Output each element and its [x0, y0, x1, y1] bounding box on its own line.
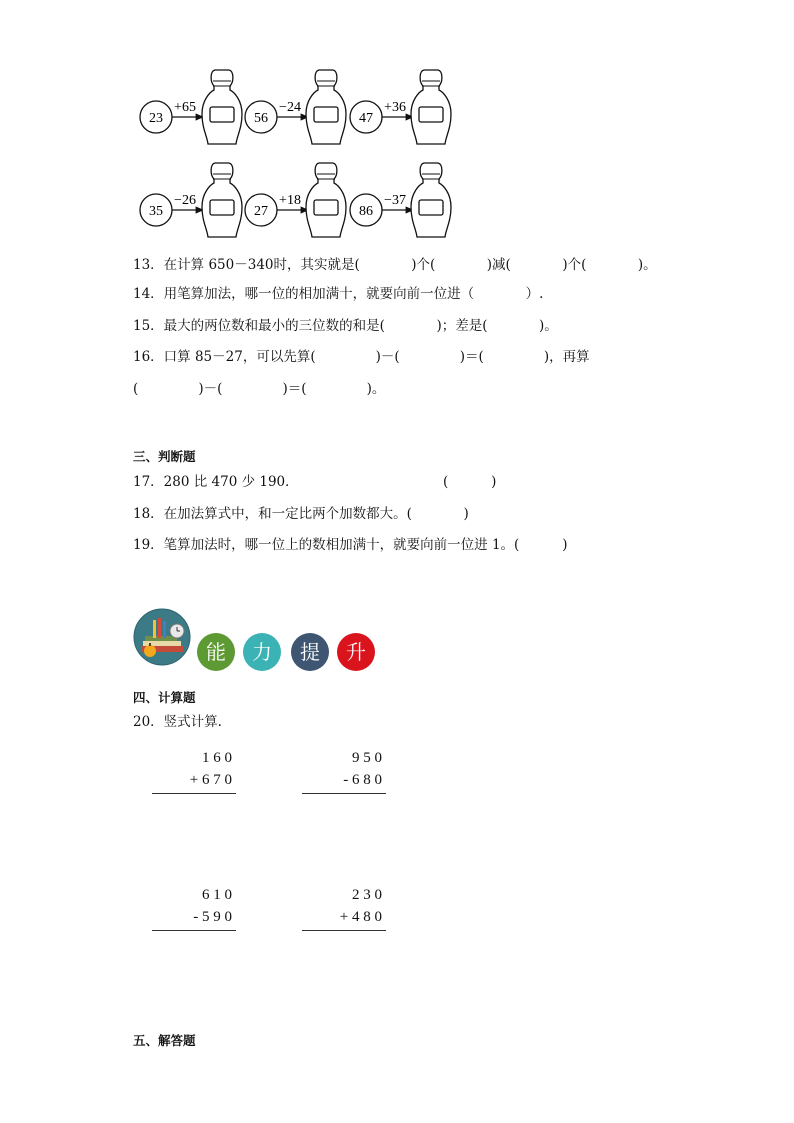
vertical-bottom-number: - 6 8 0: [343, 772, 382, 788]
section-4-title: 四、计算题: [133, 690, 196, 705]
vertical-top-number: 2 3 0: [352, 887, 382, 903]
chain-start-number: 56: [254, 111, 268, 126]
chain-4: [140, 163, 242, 237]
banner-char-3: 提: [291, 633, 329, 671]
question-14: 14．用笔算加法，哪一位的相加满十，就要向前一位进（ ）.: [133, 286, 544, 302]
vertical-top-number: 1 6 0: [202, 750, 232, 766]
banner-char-4: 升: [337, 633, 375, 671]
vertical-calc-4: [300, 887, 388, 937]
vertical-top-number: 6 1 0: [202, 887, 232, 903]
section-5-title: 五、解答题: [133, 1033, 196, 1048]
chain-start-number: 47: [359, 111, 373, 126]
vertical-line: [152, 793, 236, 794]
vertical-top-number: 9 5 0: [352, 750, 382, 766]
question-16-line-1: 16．口算 85－27，可以先算( )－( )＝( )，再算: [133, 349, 590, 365]
vertical-line: [152, 930, 236, 931]
vertical-bottom-number: - 5 9 0: [193, 909, 232, 925]
vertical-bottom-number: + 6 7 0: [189, 772, 232, 788]
vertical-calc-2: [300, 750, 388, 800]
vertical-bottom-number: + 4 8 0: [339, 909, 382, 925]
chain-6: [350, 163, 451, 237]
chain-start-number: 27: [254, 204, 268, 219]
chain-operation: −24: [279, 100, 301, 115]
chain-operation: +36: [384, 100, 406, 115]
chain-operation: +18: [279, 193, 301, 208]
question-19: 19．笔算加法时，哪一位上的数相加满十，就要向前一位进 1。( ): [133, 537, 568, 553]
chain-1: [140, 70, 242, 144]
question-13: 13．在计算 650－340时，其实就是( )个( )减( )个( )。: [133, 257, 657, 273]
question-20: 20．竖式计算.: [133, 714, 222, 730]
vertical-line: [302, 793, 386, 794]
chain-operation: −37: [384, 193, 406, 208]
chain-start-number: 23: [149, 111, 163, 126]
chain-operation: −26: [174, 193, 196, 208]
banner-char-2: 力: [243, 633, 281, 671]
vertical-calc-3: [150, 887, 238, 937]
chain-diagrams: [0, 0, 794, 250]
vertical-calc-1: [150, 750, 238, 800]
study-icon: [133, 608, 193, 668]
question-17: 17．280 比 470 少 190．: [133, 474, 299, 490]
chain-5: [245, 163, 346, 237]
question-16-line-2: ( )－( )＝( )。: [133, 381, 386, 397]
section-3-title: 三、判断题: [133, 449, 196, 464]
chain-2: [245, 70, 346, 144]
banner-char-1: 能: [197, 633, 235, 671]
chain-start-number: 86: [359, 204, 373, 219]
question-15: 15．最大的两位数和最小的三位数的和是( )；差是( )。: [133, 318, 558, 334]
chain-3: [350, 70, 451, 144]
ability-banner: [133, 608, 383, 672]
chain-operation: +65: [174, 100, 196, 115]
question-17-answer-paren: ( ): [443, 474, 497, 490]
chain-start-number: 35: [149, 204, 163, 219]
question-18: 18．在加法算式中，和一定比两个加数都大。( ): [133, 506, 469, 522]
vertical-line: [302, 930, 386, 931]
